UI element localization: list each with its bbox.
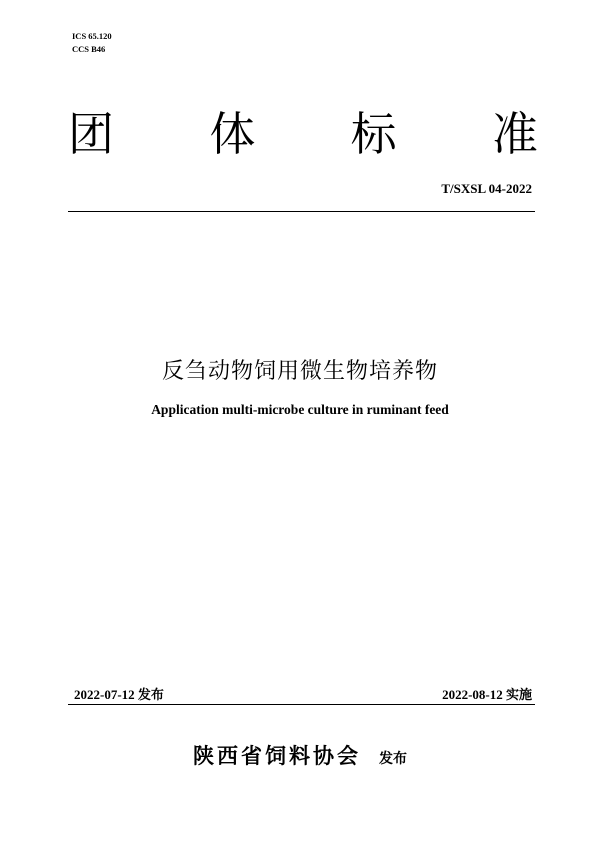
- ics-code: ICS 65.120: [72, 31, 112, 41]
- standard-type-char-2: 体: [209, 107, 256, 161]
- classification-codes: [72, 30, 112, 56]
- top-divider: [68, 211, 535, 212]
- standard-number: T/SXSL 04-2022: [441, 181, 532, 196]
- standard-type-heading: [68, 106, 538, 162]
- standard-type-char-3: 标: [350, 107, 397, 161]
- publisher-organization: 陕西省饲料协会: [193, 744, 361, 768]
- release-date: 2022-07-12 发布: [74, 687, 164, 702]
- bottom-divider: [68, 704, 535, 705]
- document-title-english: Application multi-microbe culture in ruminant feed: [151, 402, 449, 417]
- publisher-line: [0, 740, 600, 770]
- implementation-date: 2022-08-12 实施: [442, 687, 532, 702]
- standard-type-char-1: 团: [68, 107, 114, 161]
- standard-type-char-4: 准: [491, 107, 538, 161]
- ccs-code: CCS B46: [72, 44, 106, 54]
- document-title-chinese: 反刍动物饲用微生物培养物: [161, 359, 438, 384]
- publisher-issued-label: 发布: [379, 751, 407, 767]
